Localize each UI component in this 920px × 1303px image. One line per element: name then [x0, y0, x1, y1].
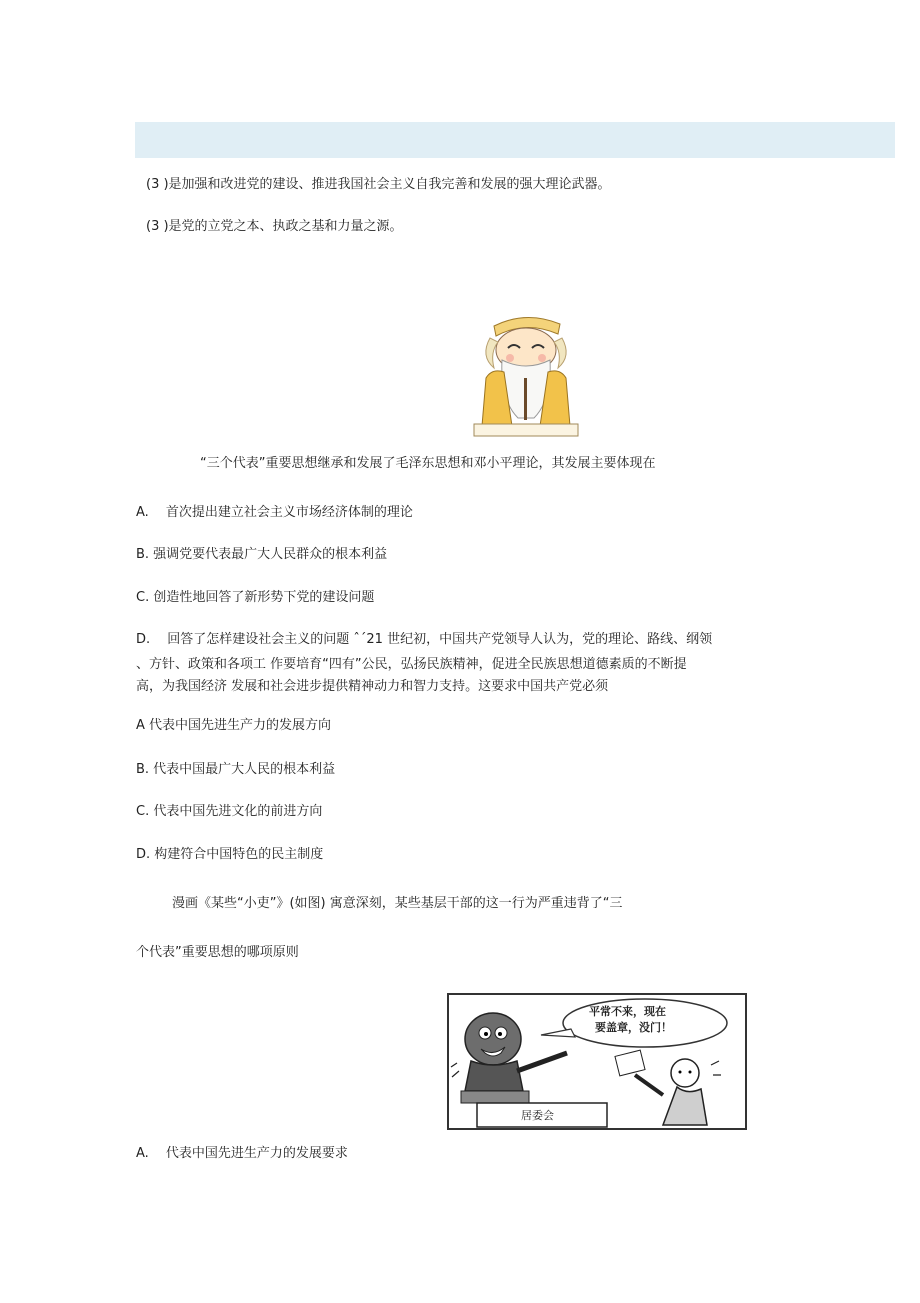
speech-line-1: 平常不来，现在	[589, 1005, 666, 1018]
question-3-stem-line-2: 个代表”重要思想的哪项原则	[136, 945, 299, 960]
question-2-stem-line-2: 、方针、政策和各项工 作要培育“四有”公民，弘扬民族精神，促进全民族思想道德素质的不断提	[136, 657, 687, 672]
speech-line-2: 要盖章，没门！	[595, 1021, 672, 1034]
question-1-option-c: C. 创造性地回答了新形势下党的建设问题	[136, 590, 375, 605]
sage-cartoon-image	[472, 308, 580, 440]
question-2-option-a: A 代表中国先进生产力的发展方向	[136, 718, 332, 733]
stamp-cartoon-image	[447, 993, 747, 1130]
question-2-option-c: C. 代表中国先进文化的前进方向	[136, 804, 323, 819]
sign-label: 居委会	[521, 1109, 554, 1122]
question-1-option-d: D. 回答了怎样建设社会主义的问题 ˆ´21 世纪初，中国共产党领导人认为，党的理论、路线、纲领	[136, 632, 713, 647]
question-2-stem-line-3: 高，为我国经济 发展和社会进步提供精神动力和智力支持。这要求中国共产党必须	[136, 679, 609, 694]
question-3-stem-line-1: 漫画《某些“小吏”》(如图) 寓意深刻，某些基层干部的这一行为严重违背了“三	[172, 896, 623, 911]
question-2-option-b: B. 代表中国最广大人民的根本利益	[136, 762, 336, 777]
header-band	[135, 122, 895, 158]
question-3-option-a: A. 代表中国先进生产力的发展要求	[136, 1146, 348, 1161]
question-1-stem: “三个代表”重要思想继承和发展了毛泽东思想和邓小平理论，其发展主要体现在	[200, 456, 656, 471]
question-1-option-a: A. 首次提出建立社会主义市场经济体制的理论	[136, 505, 413, 520]
question-2-option-d: D. 构建符合中国特色的民主制度	[136, 847, 324, 862]
question-1-option-b: B. 强调党要代表最广大人民群众的根本利益	[136, 547, 388, 562]
statement-2: (3 )是党的立党之本、执政之基和力量之源。	[146, 219, 403, 234]
statement-1: (3 )是加强和改进党的建设、推进我国社会主义自我完善和发展的强大理论武器。	[146, 177, 611, 192]
